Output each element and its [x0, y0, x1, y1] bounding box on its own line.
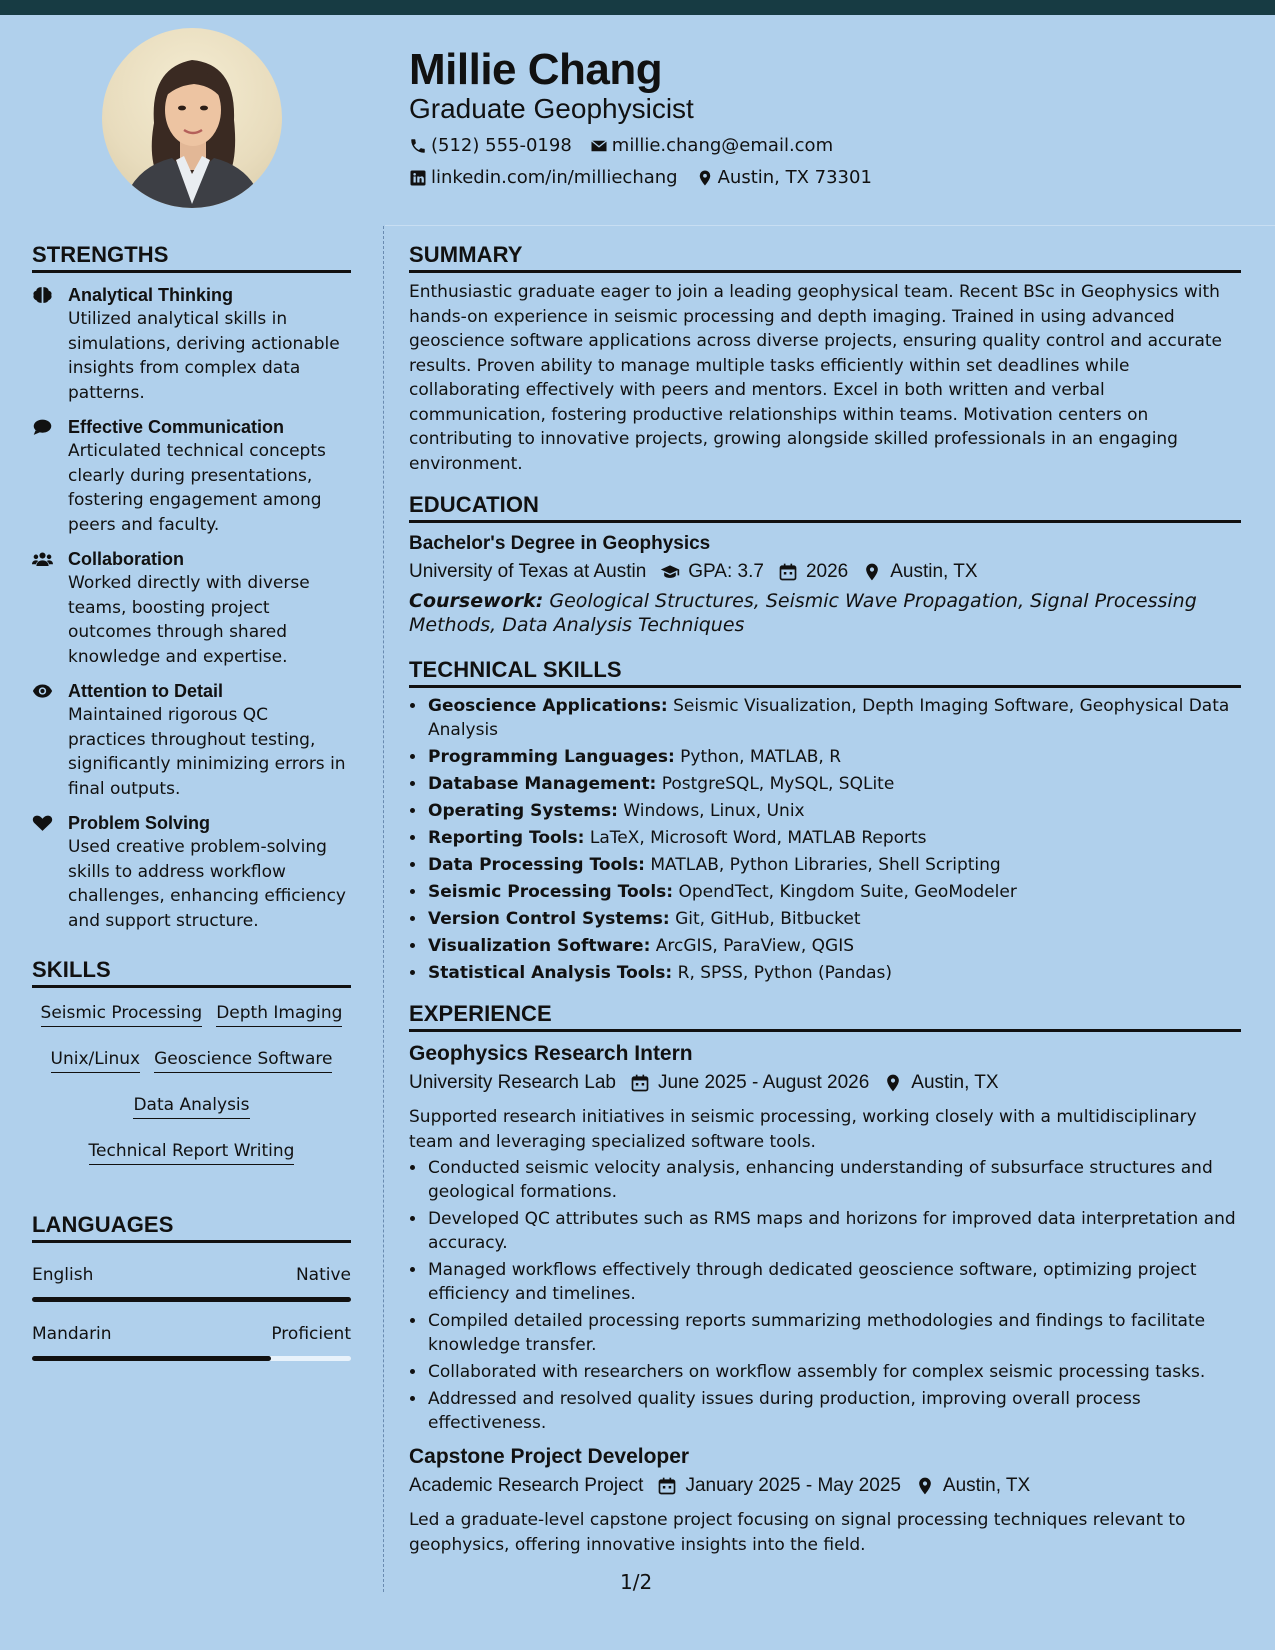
strength-body: [68, 547, 351, 669]
job-location: Austin, TX: [942, 1475, 1031, 1496]
calendar-icon: [630, 1073, 650, 1093]
summary-text: Enthusiastic graduate eager to join a leading geophysical team. Recent BSc in Geophysics with hands-on experience in seismic processing and depth imaging. Trained in using advanced geoscience software applications across diverse projects, ensuring quality control and accurate results. Proven ability to manage multiple tasks efficiently within set deadlines while collaborating effectively with peers and mentors. Excel in both written and verbal communication, fostering productive relationships within teams. Motivation centers on contributing to innovative projects, growing alongside skilled professionals in an engaging environment.: [409, 282, 1223, 474]
education-meta: [409, 557, 1241, 587]
strength-title: Effective Communication: [68, 417, 285, 437]
strength-body: [68, 283, 351, 405]
technical-skill-value: LaTeX, Microsoft Word, MATLAB Reports: [589, 828, 927, 848]
top-accent-bar: [0, 0, 1275, 15]
language-level: Proficient: [271, 1324, 351, 1344]
strength-title: Analytical Thinking: [68, 285, 234, 305]
language-item: [32, 1265, 351, 1302]
map-pin-icon: [915, 1476, 935, 1496]
skill-chip: Seismic Processing: [41, 1002, 203, 1027]
skill-chip: Data Analysis: [133, 1094, 249, 1119]
degree-title: Bachelor's Degree in Geophysics: [409, 533, 711, 554]
language-level: Native: [295, 1265, 351, 1285]
speech-bubble-icon: [32, 415, 54, 537]
skills-list: [32, 1002, 351, 1186]
graduation-year-item: [778, 557, 848, 587]
education-heading: EDUCATION: [409, 490, 1241, 523]
candidate-name: Millie Chang: [409, 45, 663, 94]
language-name: Mandarin: [32, 1324, 112, 1344]
job-dates-item: [657, 1471, 900, 1501]
technical-skill-item: [427, 772, 1241, 796]
technical-skill-label: Data Processing Tools:: [428, 855, 645, 875]
technical-skill-value: PostgreSQL, MySQL, SQLite: [661, 774, 895, 794]
gpa-item: [660, 557, 764, 587]
job-title: Capstone Project Developer: [409, 1445, 690, 1468]
location-text: Austin, TX 73301: [717, 167, 872, 188]
job-bullet: • Compiled detailed processing reports summarizing methodologies and findings to facilitate knowledge transfer.: [427, 1309, 1241, 1357]
strengths-list: [32, 283, 351, 933]
skill-chip: Depth Imaging: [216, 1002, 342, 1027]
job-bullet: • Managed workflows effectively through dedicated geoscience software, optimizing project efficiency and timelines.: [427, 1258, 1241, 1306]
coursework-label: Coursework:: [409, 590, 544, 612]
technical-skills-heading: TECHNICAL SKILLS: [409, 655, 1241, 688]
strength-item: [32, 547, 351, 669]
year-text: 2026: [805, 561, 849, 582]
strength-item: [32, 811, 351, 933]
education-location-text: Austin, TX: [890, 561, 978, 582]
graduation-cap-icon: [660, 562, 680, 582]
technical-skill-value: ArcGIS, ParaView, QGIS: [655, 936, 854, 956]
strength-body: [68, 415, 351, 537]
map-pin-icon: [696, 169, 714, 187]
job-summary: Led a graduate-level capstone project focusing on signal processing techniques relevant to geophysics, offering innovative insights into the field.: [409, 1510, 1186, 1555]
coursework: [409, 589, 1241, 637]
experience-entry: [409, 1040, 1241, 1435]
profile-photo: [102, 28, 282, 208]
skill-chip: Technical Report Writing: [89, 1140, 295, 1165]
linkedin-icon: [409, 169, 427, 187]
email-contact[interactable]: [590, 135, 833, 157]
technical-skill-item: [427, 934, 1241, 958]
job-location-item: [915, 1471, 1030, 1501]
job-location: Austin, TX: [911, 1072, 999, 1093]
technical-skill-item: [427, 799, 1241, 823]
technical-skill-value: Python, MATLAB, R: [680, 747, 842, 767]
language-row: [32, 1324, 351, 1344]
location-contact: [696, 167, 872, 189]
header-separator: [385, 225, 1275, 226]
page-number: 1/2: [620, 1570, 653, 1594]
technical-skill-item: [427, 853, 1241, 877]
eye-icon: [32, 679, 54, 801]
technical-skill-label: Version Control Systems:: [428, 909, 670, 929]
technical-skill-label: Statistical Analysis Tools:: [428, 963, 673, 983]
technical-skill-value: OpendTect, Kingdom Suite, GeoModeler: [678, 882, 1017, 902]
strength-item: [32, 679, 351, 801]
strength-item: [32, 415, 351, 537]
technical-skill-value: R, SPSS, Python (Pandas): [677, 963, 893, 983]
gpa-text: GPA: 3.7: [688, 561, 764, 582]
skill-chip: Geoscience Software: [154, 1048, 332, 1073]
linkedin-text: linkedin.com/in/milliechang: [431, 167, 678, 188]
technical-skill-item: [427, 961, 1241, 985]
email-text: millie.chang@email.com: [611, 135, 834, 156]
job-organization: University Research Lab: [409, 1072, 616, 1093]
technical-skill-value: Git, GitHub, Bitbucket: [675, 909, 861, 929]
job-dates: January 2025 - May 2025: [685, 1475, 901, 1496]
languages-heading: LANGUAGES: [32, 1210, 351, 1243]
language-proficiency-fill: [32, 1356, 271, 1361]
strength-body: [68, 811, 351, 933]
map-pin-icon: [883, 1073, 903, 1093]
skills-row: [32, 1048, 351, 1094]
job-title: Geophysics Research Intern: [409, 1042, 693, 1065]
languages-list: [32, 1265, 351, 1361]
skill-chip: Unix/Linux: [51, 1048, 141, 1073]
skills-heading: SKILLS: [32, 955, 351, 988]
technical-skill-label: Visualization Software:: [428, 936, 651, 956]
job-summary: Supported research initiatives in seismic processing, working closely with a multidisciplinary team and leveraging specialized software tools.: [409, 1107, 1197, 1152]
job-bullet: • Collaborated with researchers on workflow assembly for complex seismic processing tasks.: [427, 1360, 1241, 1384]
strengths-heading: STRENGTHS: [32, 240, 351, 273]
job-bullet: • Developed QC attributes such as RMS maps and horizons for improved data interpretation and accuracy.: [427, 1207, 1241, 1255]
strength-description: Worked directly with diverse teams, boosting project outcomes through shared knowledge and expertise.: [68, 573, 310, 667]
job-bullet: • Addressed and resolved quality issues during production, improving overall process effectiveness.: [427, 1387, 1241, 1435]
job-organization: Academic Research Project: [409, 1475, 644, 1496]
language-proficiency-bar: [32, 1356, 351, 1361]
job-bullet: • Conducted seismic velocity analysis, enhancing understanding of subsurface structures and geological formations.: [427, 1156, 1241, 1204]
coursework-list: Geological Structures, Seismic Wave Propagation, Signal Processing Methods, Data Analysis Techniques: [409, 590, 1197, 636]
technical-skill-item: [427, 907, 1241, 931]
envelope-icon: [590, 137, 608, 155]
language-proficiency-fill: [32, 1297, 351, 1302]
heart-icon: [32, 811, 54, 933]
contact-row-2: [409, 167, 872, 189]
technical-skill-item: [427, 880, 1241, 904]
column-divider: [383, 226, 384, 1592]
skills-row: [32, 1002, 351, 1048]
contact-row-1: [409, 135, 833, 157]
resume-header: [409, 42, 694, 124]
technical-skill-label: Programming Languages:: [428, 747, 675, 767]
strength-description: Used creative problem-solving skills to address workflow challenges, enhancing efficiency and support structure.: [68, 837, 346, 931]
education-location-item: [862, 557, 977, 587]
left-column: [32, 240, 351, 1361]
experience-list: [409, 1040, 1241, 1557]
language-row: [32, 1265, 351, 1285]
technical-skill-label: Database Management:: [428, 774, 657, 794]
strength-body: [68, 679, 351, 801]
right-column: [409, 240, 1241, 1557]
technical-skill-value: MATLAB, Python Libraries, Shell Scripting: [650, 855, 1001, 875]
language-name: English: [32, 1265, 94, 1285]
candidate-title: Graduate Geophysicist: [409, 93, 694, 124]
job-bullets: [409, 1156, 1241, 1435]
job-meta: [409, 1068, 1241, 1098]
strength-item: [32, 283, 351, 405]
technical-skill-label: Seismic Processing Tools:: [428, 882, 674, 902]
technical-skill-label: Operating Systems:: [428, 801, 618, 821]
job-dates-item: [630, 1068, 869, 1098]
language-proficiency-bar: [32, 1297, 351, 1302]
technical-skills-list: [409, 694, 1241, 985]
brain-icon: [32, 283, 54, 405]
strength-title: Problem Solving: [68, 813, 211, 833]
school-name: University of Texas at Austin: [409, 561, 647, 582]
strength-description: Articulated technical concepts clearly during presentations, fostering engagement among peers and faculty.: [68, 441, 326, 535]
map-pin-icon: [862, 562, 882, 582]
experience-heading: EXPERIENCE: [409, 999, 1241, 1032]
job-location-item: [883, 1068, 998, 1098]
strength-description: Utilized analytical skills in simulations, deriving actionable insights from complex data patterns.: [68, 309, 340, 403]
group-icon: [32, 547, 54, 669]
technical-skill-label: Geoscience Applications:: [428, 696, 668, 716]
strength-title: Collaboration: [68, 549, 184, 569]
technical-skill-value: Seismic Visualization, Depth Imaging Software, Geophysical Data Analysis: [428, 696, 1230, 740]
phone-text: (512) 555-0198: [431, 135, 572, 156]
linkedin-contact[interactable]: [409, 167, 678, 189]
experience-entry: [409, 1443, 1241, 1557]
calendar-icon: [778, 562, 798, 582]
summary-heading: SUMMARY: [409, 240, 1241, 273]
strength-description: Maintained rigorous QC practices throughout testing, significantly minimizing errors in final outputs.: [68, 705, 346, 799]
phone-contact[interactable]: [409, 135, 572, 157]
job-meta: [409, 1471, 1241, 1501]
technical-skill-item: [427, 694, 1241, 742]
skills-row: [32, 1094, 351, 1140]
language-item: [32, 1324, 351, 1361]
skills-row: [32, 1140, 351, 1186]
technical-skill-item: [427, 745, 1241, 769]
technical-skill-label: Reporting Tools:: [428, 828, 585, 848]
technical-skill-item: [427, 826, 1241, 850]
technical-skill-value: Windows, Linux, Unix: [623, 801, 805, 821]
job-dates: June 2025 - August 2026: [657, 1072, 870, 1093]
strength-title: Attention to Detail: [68, 681, 223, 701]
calendar-icon: [657, 1476, 677, 1496]
phone-icon: [409, 137, 427, 155]
